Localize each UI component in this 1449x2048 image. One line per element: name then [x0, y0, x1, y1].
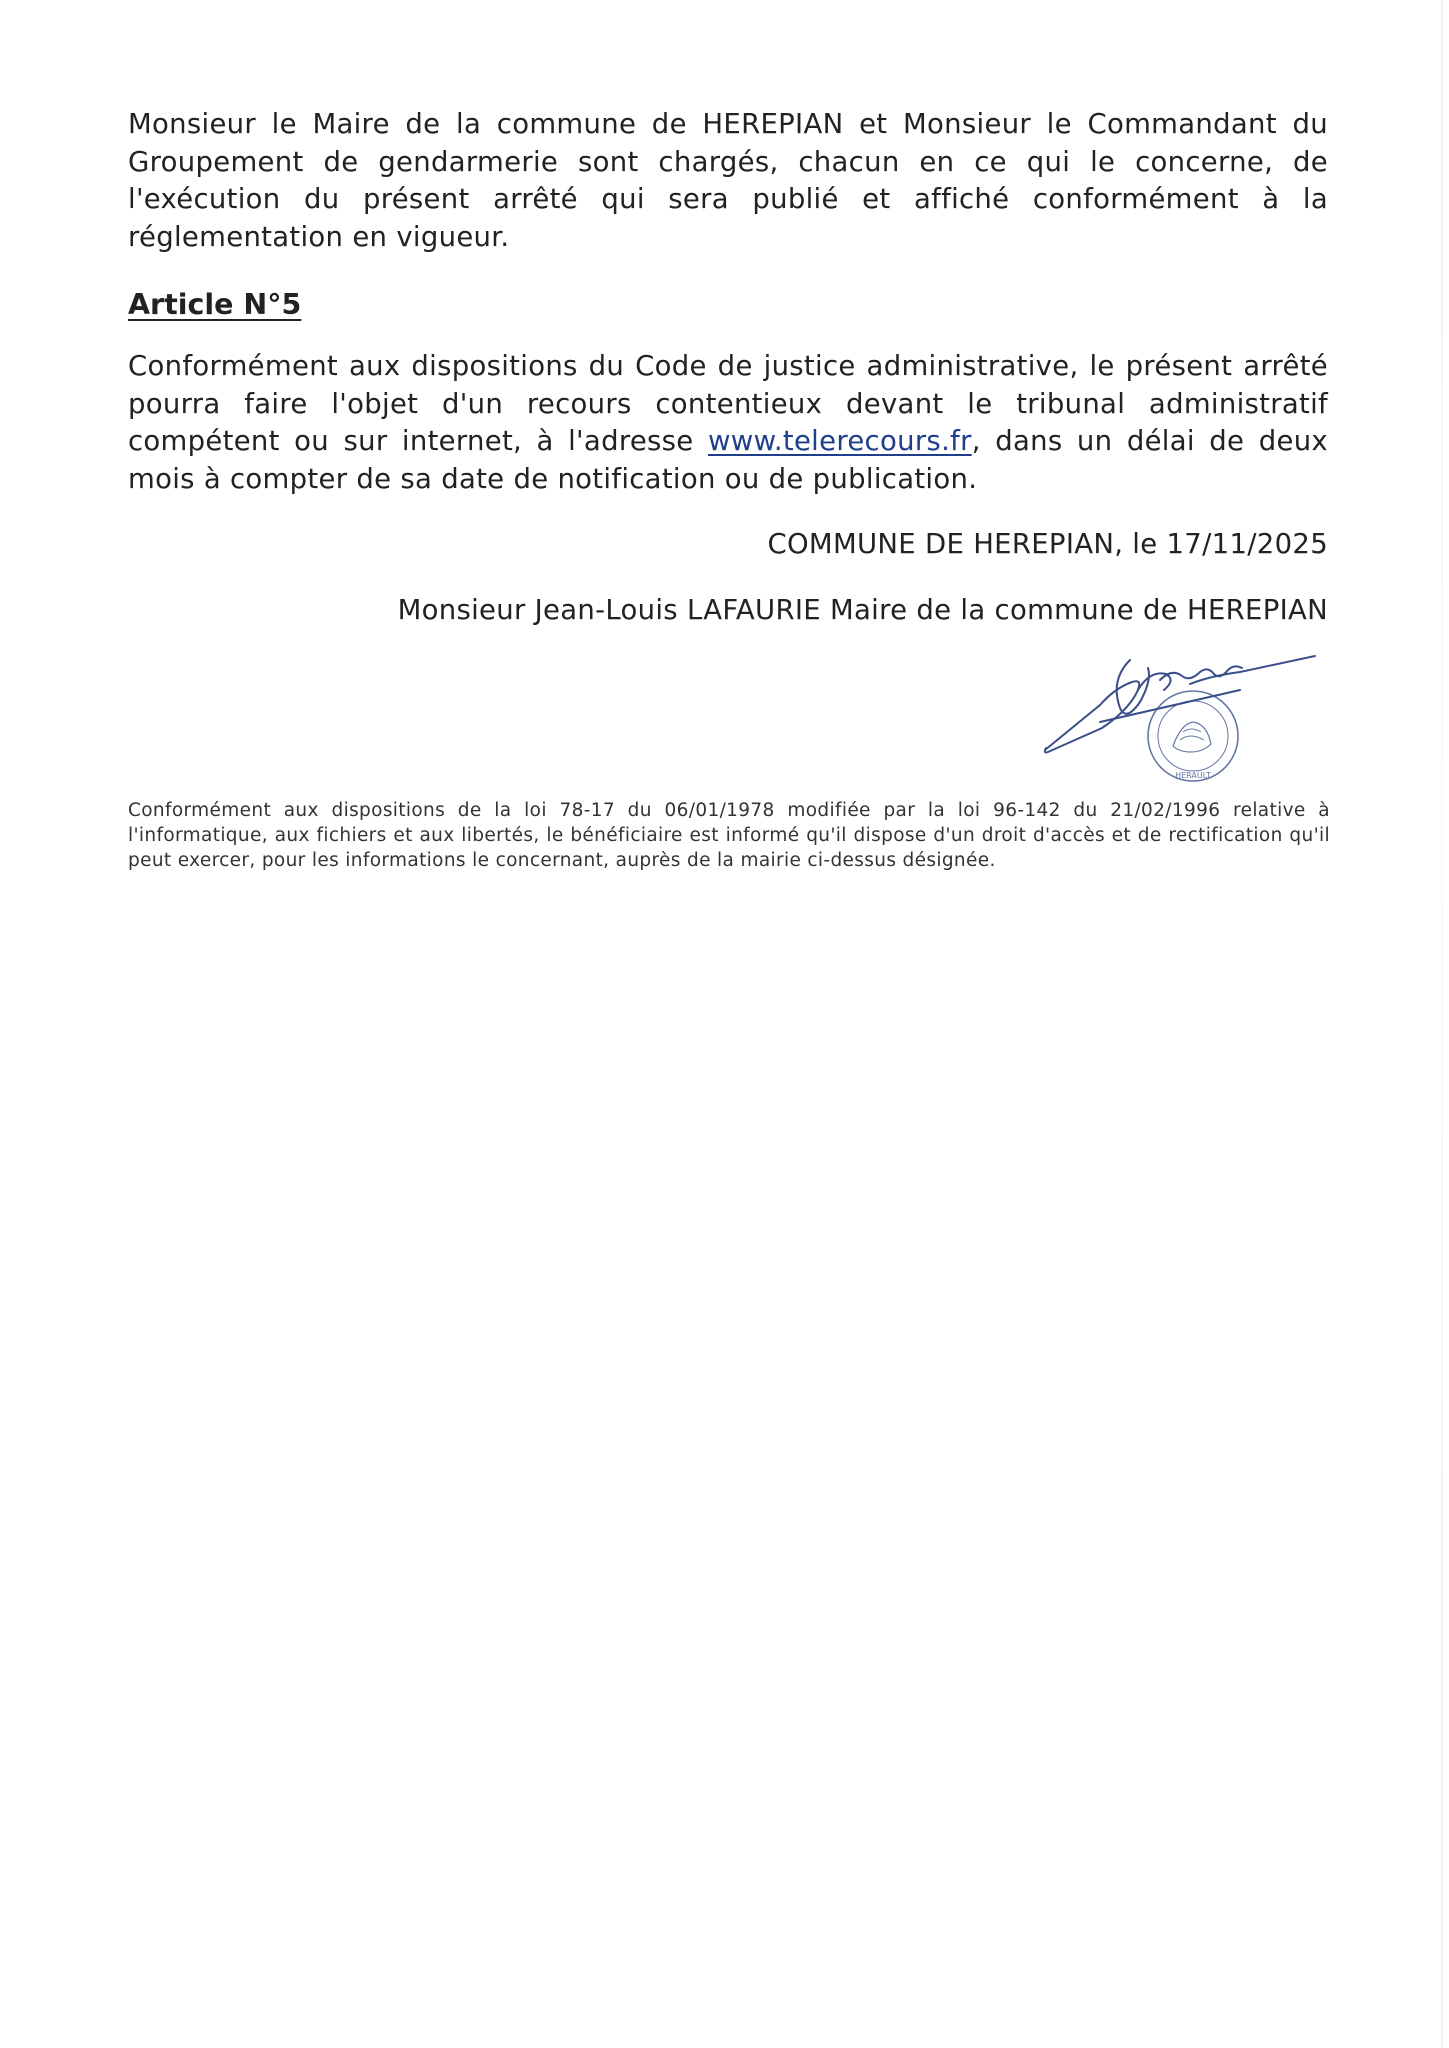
scan-edge — [1441, 0, 1443, 2048]
seal-text: HERAULT — [1175, 771, 1211, 780]
recours-text-before-link: Conformément aux dispositions du Code de justice administrative, le présent arrêté pourra faire l'objet d'un recours contentieux devant le tribunal administratif compétent ou sur internet, à l'adresse — [128, 350, 1328, 457]
execution-paragraph: Monsieur le Maire de la commune de HEREPIAN et Monsieur le Commandant du Groupement de gendarmerie sont chargés, chacun en ce qui le concerne, de l'exécution du présent arrêté qui sera publié et affiché conformément à la réglementation en vigueur. — [128, 108, 1328, 253]
handwritten-signature — [1045, 656, 1315, 753]
recours-paragraph — [128, 348, 1328, 498]
place-and-date: COMMUNE DE HEREPIAN, le 17/11/2025 — [767, 528, 1328, 560]
data-protection-footnote: Conformément aux dispositions de la loi 78-17 du 06/01/1978 modifiée par la loi 96-142 du 21/02/1996 relative à l'informatique, aux fichiers et aux libertés, le bénéficiaire est informé qu'il dispose d'un droit d'accès et de rectification qu'il peut exercer, pour les informations le concernant, auprès de la mairie ci-dessus désignée. — [128, 800, 1330, 871]
article-5-heading: Article N°5 — [128, 288, 302, 321]
telerecours-link[interactable]: www.telerecours.fr — [707, 425, 972, 457]
mairie-seal — [1148, 691, 1238, 781]
recours-text-after-link: , dans un délai de deux mois à compter de sa date de notification ou de publication. — [128, 425, 1328, 495]
signatory-line: Monsieur Jean-Louis LAFAURIE Maire de la commune de HEREPIAN — [397, 594, 1328, 626]
signature-and-seal — [1040, 650, 1320, 790]
